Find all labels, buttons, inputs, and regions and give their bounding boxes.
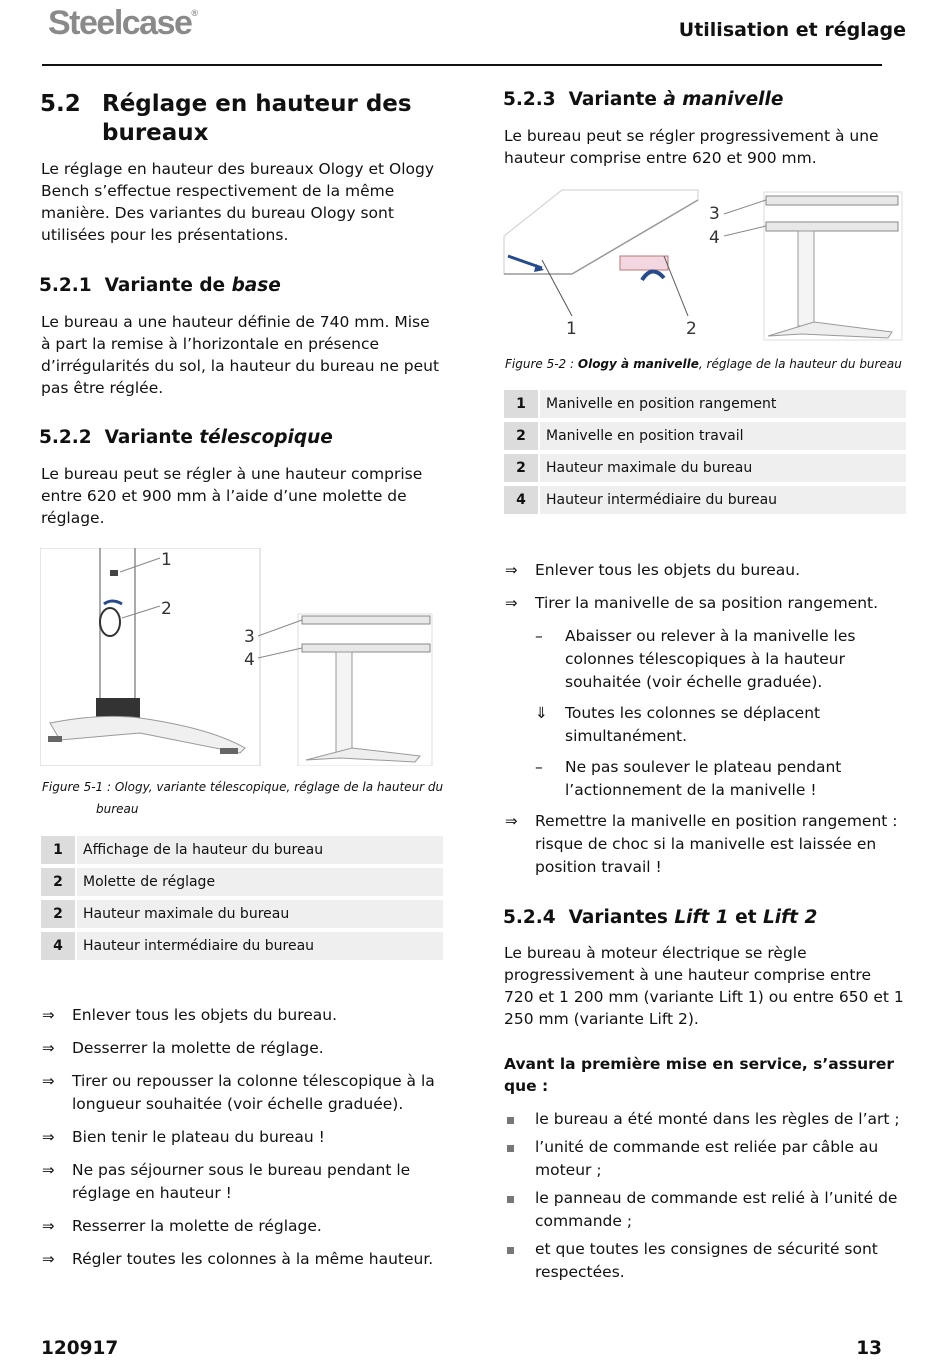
list-item: ⇒ Desserrer la molette de réglage. (42, 1039, 324, 1057)
bullet-icon (507, 1196, 514, 1203)
telescopic-steps (42, 1004, 438, 1281)
intro-paragraph: Le réglage en hauteur des bureaux Ology et Ology Bench s’effectue respectivement de la même manière. Des variantes du bureau Ology sont utilisées pour les présentations. (41, 160, 435, 244)
paragraph-5-2-3: Le bureau peut se régler progressivement à une hauteur comprise entre 620 et 900 mm. (504, 127, 879, 167)
list-subitem: ⇓ Toutes les colonnes se déplacent simultanément. (535, 704, 821, 745)
figure-label-4: 4 (244, 650, 255, 670)
list-item: ⇒ Bien tenir le plateau du bureau ! (42, 1128, 325, 1146)
bullet-icon (507, 1145, 514, 1152)
figure-5-2-caption: Figure 5-2 : Ology à manivelle, réglage de la hauteur du bureau (505, 357, 902, 371)
figure-label-3: 3 (244, 627, 255, 647)
table-row: 2 Molette de réglage (41, 868, 443, 896)
figure-label-2: 2 (161, 599, 172, 619)
list-item: ⇒ Tirer la manivelle de sa position rangement. (505, 594, 879, 612)
table-row: 4 Hauteur intermédiaire du bureau (41, 932, 443, 960)
paragraph-5-2-4: Le bureau à moteur électrique se règle progressivement à une hauteur comprise entre 720 et 1 200 mm (variante Lift 1) ou entre 650 et 1 250 mm (variante Lift 2). (504, 944, 904, 1028)
table-row: 1 Affichage de la hauteur du bureau (41, 836, 443, 864)
document-number: 120917 (41, 1338, 119, 1359)
list-item: ⇒ Remettre la manivelle en position rangement : risque de choc si la manivelle est laissée en position travail ! (505, 812, 898, 876)
checklist-title: Avant la première mise en service, s’assurer que : (504, 1055, 894, 1095)
table-row: 4 Hauteur intermédiaire du bureau (504, 486, 906, 514)
figure-5-1-caption: Figure 5-1 : Ology, variante télescopique, réglage de la hauteur du bureau (42, 780, 444, 816)
figure-label-1: 1 (161, 550, 172, 570)
paragraph-5-2-1: Le bureau a une hauteur définie de 740 mm. Mise à part la remise à l’horizontale en présence d’irrégularités du sol, la hauteur du bureau ne peut pas être réglée. (41, 313, 440, 397)
header-title: Utilisation et réglage (678, 19, 906, 41)
list-item: l’unité de commande est reliée par câble au moteur ; (505, 1136, 903, 1182)
list-item: ⇒ Enlever tous les objets du bureau. (42, 1006, 338, 1024)
page-number: 13 (856, 1338, 882, 1359)
figure-5-2-legend (504, 386, 906, 518)
list-item: le panneau de commande est relié à l’unité de commande ; (505, 1187, 903, 1233)
figure-telescopic-illustration (40, 548, 442, 766)
heading-5-2-4: 5.2.4 Variantes Lift 1 et Lift 2 (503, 907, 818, 928)
section-heading-5-2: 5.2 Réglage en hauteur des bureaux (40, 91, 412, 146)
crank-steps (505, 559, 903, 889)
bullet-icon (507, 1117, 514, 1124)
list-item: et que toutes les consignes de sécurité sont respectées. (505, 1238, 903, 1284)
list-subitem: – Abaisser ou relever à la manivelle les colonnes télescopiques à la hauteur souhaitée (voir échelle graduée). (535, 627, 856, 691)
table-row: 2 Hauteur maximale du bureau (504, 454, 906, 482)
list-item: ⇒ Enlever tous les objets du bureau. (505, 561, 801, 579)
list-item: ⇒ Régler toutes les colonnes à la même hauteur. (42, 1250, 434, 1268)
heading-5-2-2: 5.2.2 Variante télescopique (39, 427, 333, 448)
heading-5-2-3: 5.2.3 Variante à manivelle (503, 89, 784, 110)
brand-logo: Steelcase® (48, 4, 199, 42)
table-row: 2 Manivelle en position travail (504, 422, 906, 450)
figure-5-1-legend (41, 832, 443, 964)
list-item: ⇒ Resserrer la molette de réglage. (42, 1217, 322, 1235)
crank-figure-label-2: 2 (686, 319, 697, 339)
list-item: le bureau a été monté dans les règles de l’art ; (505, 1108, 903, 1131)
pre-use-checklist (505, 1108, 903, 1289)
list-subitem: – Ne pas soulever le plateau pendant l’actionnement de la manivelle ! (535, 758, 842, 799)
heading-5-2-1: 5.2.1 Variante de base (39, 275, 281, 296)
crank-figure-label-3: 3 (709, 204, 720, 224)
table-row: 1 Manivelle en position rangement (504, 390, 906, 418)
crank-figure-label-1: 1 (566, 319, 577, 339)
paragraph-5-2-2: Le bureau peut se régler à une hauteur comprise entre 620 et 900 mm à l’aide d’une molette de réglage. (41, 465, 423, 527)
table-row: 2 Hauteur maximale du bureau (41, 900, 443, 928)
crank-figure-label-4: 4 (709, 228, 720, 248)
header-divider (42, 64, 882, 66)
figure-crank-illustration (502, 186, 904, 342)
list-item: ⇒ Ne pas séjourner sous le bureau pendant le réglage en hauteur ! (42, 1161, 411, 1202)
list-item: ⇒ Tirer ou repousser la colonne télescopique à la longueur souhaitée (voir échelle graduée). (42, 1072, 435, 1113)
bullet-icon (507, 1247, 514, 1254)
